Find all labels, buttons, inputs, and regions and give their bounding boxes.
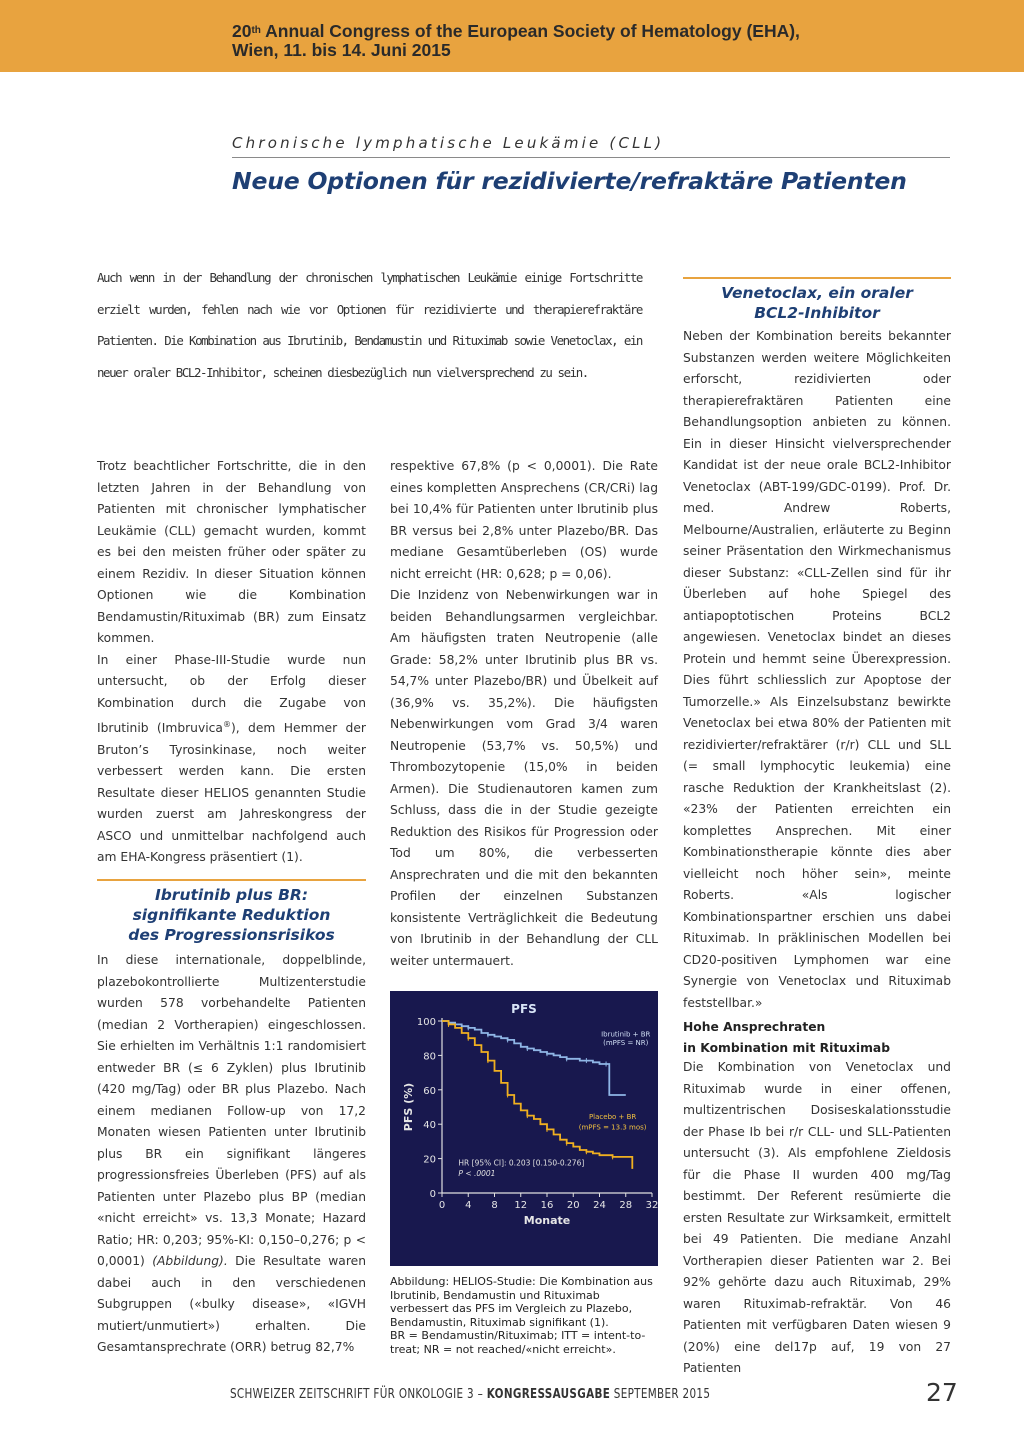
subhead-ansprechraten: Hohe Ansprechraten in Kombination mit Rituximab	[683, 1020, 891, 1055]
x-tick-label: 12	[514, 1200, 528, 1211]
x-tick-label: 24	[593, 1200, 606, 1211]
x-axis-label: Monate	[523, 1214, 571, 1227]
column-3-continued	[683, 1057, 951, 1380]
y-tick-label: 40	[423, 1120, 436, 1132]
y-tick-label: 0	[429, 1189, 436, 1200]
column-3	[683, 326, 951, 1014]
y-tick-label: 60	[423, 1085, 436, 1097]
journal-footer: SCHWEIZER ZEITSCHRIFT FÜR ONKOLOGIE 3 – KONGRESSAUSGABE SEPTEMBER 2015	[230, 1387, 711, 1402]
column-1-continued	[97, 950, 366, 1359]
y-tick-label: 80	[423, 1051, 436, 1063]
paragraph: Die Inzidenz von Nebenwirkungen war in beiden Behandlungsarmen vergleichbar. Am häufigsten traten Neutropenie (alle Grade: 58,2% unter Ibrutinib plus BR vs. 54,7% unter Plazebo/BR) und Übelkeit auf (36,9% vs. 35,2%). Die häufigsten Nebenwirkungen vom Grad 3/4 waren Neutropenie (53,7% vs. 50,5%) und Thrombozytopenie (15,0% in beiden Armen). Die Studienautoren kamen zum Schluss, dass die in der Studie gezeigte Reduktion des Risikos für Progression oder Tod um 80%, die verbesserten Ansprechraten und die mit den bekannten Profilen der einzelnen Substanzen konsistente Verträglichkeit die Bedeutung von Ibrutinib in der Behandlung der CLL weiter untermauert.	[390, 588, 658, 968]
subhead-venetoclax: Venetoclax, ein oraler BCL2-Inhibitor	[721, 284, 913, 322]
pfs-chart	[390, 991, 658, 1266]
legend-placebo-br: Placebo + BR	[588, 1113, 637, 1122]
x-tick-label: 0	[438, 1200, 446, 1211]
paragraph: Die Kombination von Venetoclax und Rituximab wurde in einer offenen, multizentrischen Dosiseskalationsstudie der Phase Ib bei r/r CLL- und SLL-Patienten untersucht (3). Als empfohlene Zieldosis für die Phase II wurden 400 mg/Tag bestimmt. Der Referent resümierte die ersten Resultate zur Wirksamkeit, ermittelt bei 49 Patienten. Die mediane Anzahl Vortherapien dieser Patienten war 2. Bei 92% gehörte dazu auch Rituximab, 29% waren Rituximab-refraktär. Von 46 Patienten mit verfügbaren Daten wiesen 9 (20%) eine del17p auf, 19 von 27 Patienten	[683, 1060, 951, 1375]
header-banner	[0, 0, 1024, 72]
x-tick-label: 8	[491, 1200, 498, 1211]
paragraph: Neben der Kombination bereits bekannter Substanzen werden weitere Möglichkeiten erforscht, rezidivierten oder therapierefraktären Patienten eine Behandlungsoption anbieten zu können. Ein in dieser Hinsicht vielversprechender Kandidat ist der neue orale BCL2-Inhibitor Venetoclax (ABT-199/GDC-0199). Prof. Dr. med. Andrew Roberts, Melbourne/Australien, erläuterte zu Beginn seiner Präsentation den Wirkmechanismus dieser Substanz: «CLL-Zellen sind für ihr Überleben auf hohe Spiegel des antiapoptotischen Proteins BCL2 angewiesen. Venetoclax bindet an dieses Protein und hemmt seine Überexpression. Dies führt schliesslich zur Apoptose der Tumorzelle.» Als Einzelsubstanz bewirkte Venetoclax bei etwa 80% der Patienten mit rezidivierter/refraktärer (r/r) CLL und SLL (= small lymphocytic leukemia) eine rasche Reduktion der Krankheitslast (2). «23% der Patienten erreichten ein komplettes Ansprechen. Mit einer Kombinationstherapie könnte dies aber vielleicht noch höher sein», meinte Roberts. «Als logischer Kombinationspartner erschien uns dabei Rituximab. In präklinischen Modellen bei CD20-positiven Lymphomen war eine Synergie von Venetoclax und Rituximab feststellbar.»	[683, 329, 951, 1010]
article-title: Neue Optionen für rezidivierte/refraktäre Patienten	[232, 167, 907, 195]
x-tick-label: 28	[619, 1200, 633, 1211]
article-kicker: Chronische lymphatische Leukämie (CLL)	[232, 134, 665, 152]
hr-annotation: HR [95% CI]: 0.203 [0.150-0.276]	[458, 1158, 585, 1168]
y-axis-label: PFS (%)	[402, 1082, 415, 1132]
x-tick-label: 16	[540, 1200, 554, 1211]
legend-placebo-sub: (mPFS = 13.3 mos)	[578, 1123, 647, 1132]
x-tick-label: 32	[645, 1200, 658, 1211]
paragraph: In einer Phase-III-Studie wurde nun untersucht, ob der Erfolg dieser Kombination durch die Zugabe von Ibrutinib (Imbruvica®), dem Hemmer der Bruton’s Tyrosinkinase, noch weiter verbessert werden kann. Die ersten Resultate dieser HELIOS genannten Studie wurden zuerst am Jahreskongress der ASCO und unmittelbar nachfolgend auch am EHA-Kongress präsentiert (1).	[97, 652, 366, 865]
paragraph: respektive 67,8% (p < 0,0001). Die Rate eines kompletten Ansprechens (CR/CRi) lag bei 10,4% für Patienten unter Ibrutinib plus BR versus bei 2,8% unter Plazebo/BR. Das mediane Gesamtüberleben (OS) wurde nicht erreicht (HR: 0,628; p = 0,06).	[390, 459, 658, 581]
paragraph: In diese internationale, doppelblinde, plazebokontrollierte Multizenterstudie wurden 578 vorbehandelte Patienten (median 2 Vortherapien) eingeschlossen. Sie erhielten im Verhältnis 1:1 randomisiert entweder BR (≤ 6 Zyklen) plus Ibrutinib (420 mg/Tag) oder BR plus Plazebo. Nach einem medianen Follow-up von 17,2 Monaten wiesen Patienten unter Ibrutinib plus BR ein signifikant längeres progressionsfreies Überleben (PFS) auf als Patienten unter Plazebo plus BP (median «nicht erreicht» vs. 13,3 Monate; Hazard Ratio; HR: 0,203; 95%-KI: 0,150–0,276; p < 0,0001) (Abbildung). Die Resultate waren dabei auch in den verschiedenen Subgruppen («bulky disease», «IGVH mutiert/unmutiert») erhalten. Die Gesamtansprechrate (ORR) betrug 82,7%	[97, 953, 366, 1354]
y-tick-label: 100	[416, 1017, 436, 1028]
column-2	[390, 456, 658, 972]
subhead-divider	[683, 277, 951, 279]
x-tick-label: 4	[465, 1200, 472, 1211]
p-value-annotation: P < .0001	[458, 1168, 496, 1178]
page-number: 27	[926, 1378, 958, 1407]
legend-ibrutinib-sub: (mPFS = NR)	[603, 1039, 649, 1048]
legend-ibrutinib-br: Ibrutinib + BR	[601, 1030, 651, 1039]
y-tick-label: 20	[423, 1154, 436, 1166]
x-tick-label: 20	[566, 1200, 580, 1211]
paragraph: Trotz beachtlicher Fortschritte, die in den letzten Jahren in der Behandlung von Patienten mit chronischer lymphatischer Leukämie (CLL) gemacht wurden, kommt es bei den meisten früher oder später zu einem Rezidiv. In dieser Situation können Optionen wie die Kombination Bendamustin/Rituximab (BR) zum Einsatz kommen.	[97, 459, 366, 645]
figure-caption: Abbildung: HELIOS-Studie: Die Kombination aus Ibrutinib, Bendamustin und Rituximab verbessert das PFS im Vergleich zu Plazebo, Bendamustin, Rituximab signifikant (1). BR = Bendamustin/Rituximab; ITT = intent-to-treat; NR = not reached/«nicht erreicht».	[390, 1275, 653, 1356]
subhead-ibrutinib: Ibrutinib plus BR: signifikante Reduktion des Progressionsrisikos	[128, 886, 335, 944]
chart-title: PFS	[511, 1002, 537, 1016]
pfs-figure	[390, 991, 658, 1266]
subhead-divider	[97, 879, 366, 881]
article-lead: Auch wenn in der Behandlung der chronischen lymphatischen Leukämie einige Fortschritte erzielt wurden, fehlen nach wie vor Optionen für rezidivierte und therapierefraktäre Patienten. Die Kombination aus Ibrutinib, Bendamustin und Rituximab sowie Venetoclax, ein neuer oraler BCL2-Inhibitor, scheinen diesbezüglich nun vielversprechend zu sein.	[97, 270, 642, 380]
congress-title: 20th Annual Congress of the European Society of Hematology (EHA), Wien, 11. bis 14. Juni 2015	[232, 21, 800, 60]
series-line-ibrutinib-br	[442, 1021, 626, 1095]
column-1	[97, 456, 366, 869]
kicker-divider	[232, 157, 950, 158]
